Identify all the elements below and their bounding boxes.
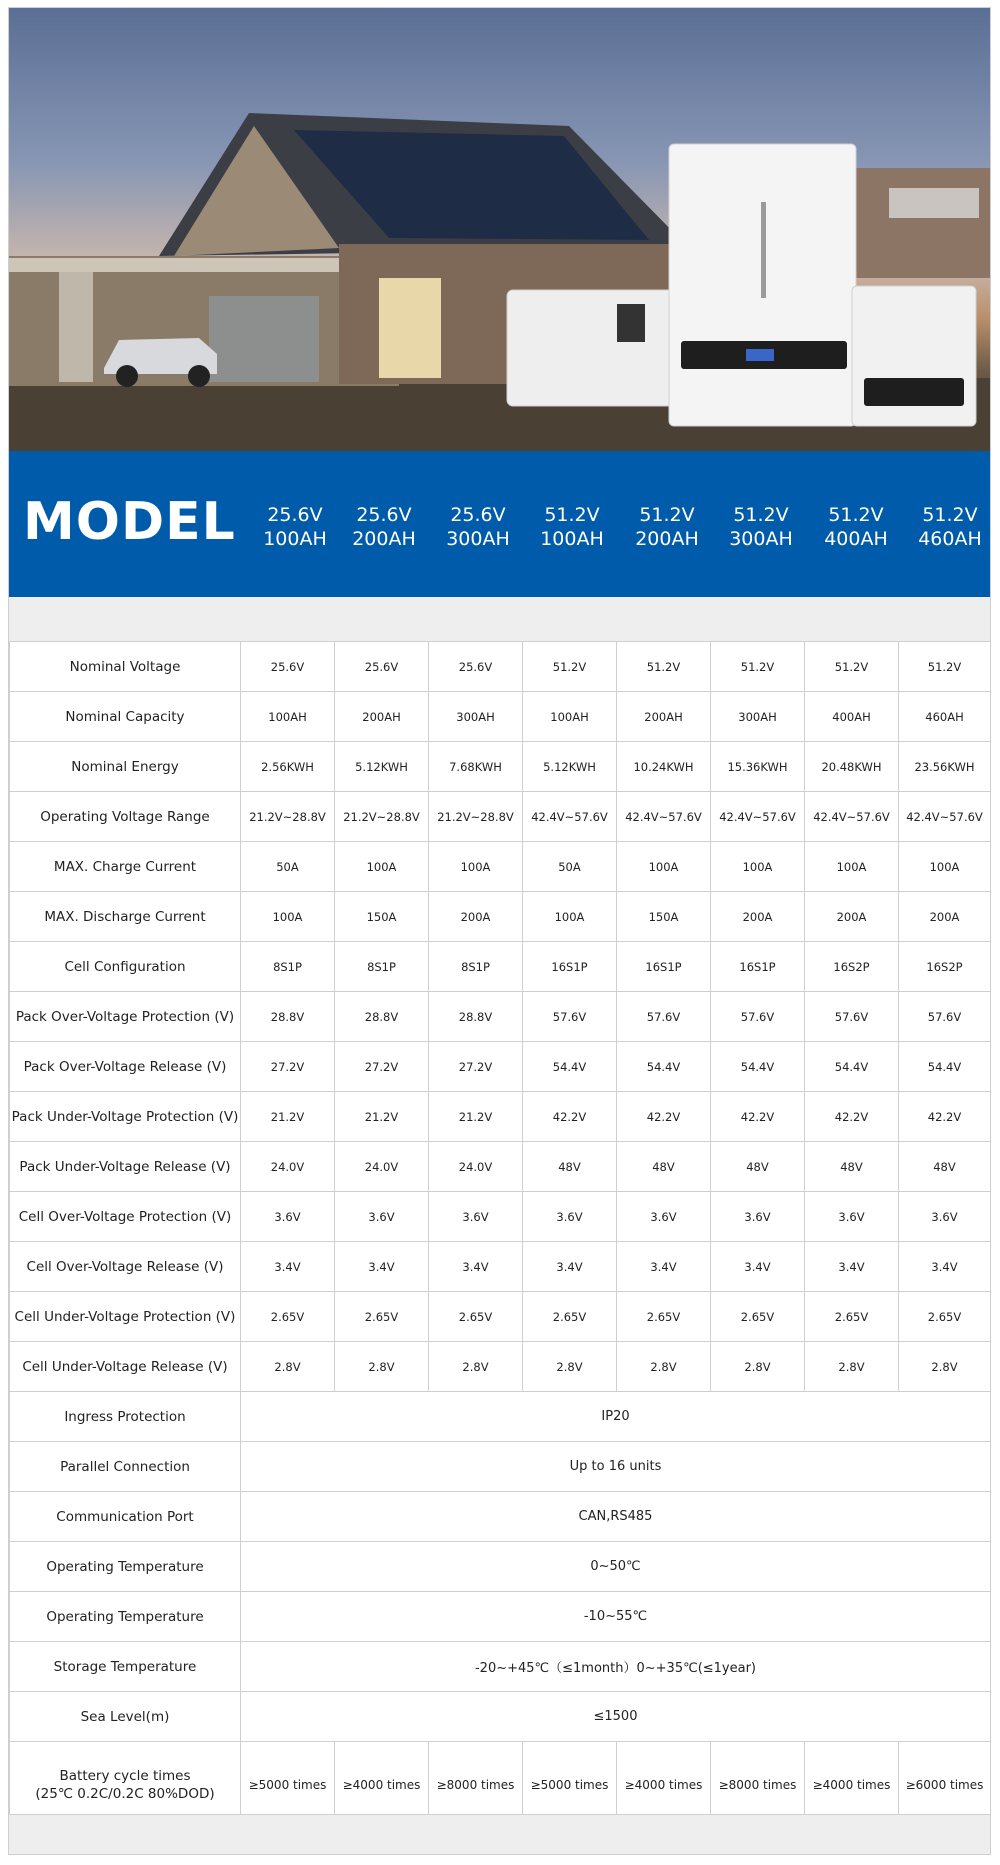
spec-label: Pack Over-Voltage Release (V) — [10, 1042, 241, 1092]
spec-value: 2.8V — [899, 1342, 991, 1392]
spec-value: 100A — [335, 842, 429, 892]
spec-row — [10, 742, 991, 792]
spec-value: 100A — [805, 842, 899, 892]
spec-value: 48V — [617, 1142, 711, 1192]
spec-value: 27.2V — [335, 1042, 429, 1092]
spec-value: 50A — [241, 842, 335, 892]
spec-value: 200A — [805, 892, 899, 942]
spec-value: 10.24KWH — [617, 742, 711, 792]
battery-panel-small — [864, 378, 964, 406]
model-column: 51.2V 460AH — [918, 504, 982, 550]
spec-value: 2.8V — [805, 1342, 899, 1392]
spec-value: 3.4V — [335, 1242, 429, 1292]
spec-value: 25.6V — [241, 642, 335, 692]
spec-value: 51.2V — [805, 642, 899, 692]
battery-handle — [761, 202, 766, 298]
spec-value: 460AH — [899, 692, 991, 742]
spec-value-merged: IP20 — [241, 1392, 991, 1442]
spec-value: 42.2V — [899, 1092, 991, 1142]
spec-value: 16S2P — [899, 942, 991, 992]
spec-row — [10, 942, 991, 992]
spec-value: 21.2V — [241, 1092, 335, 1142]
model-column: 51.2V 400AH — [824, 504, 888, 550]
spec-value: 51.2V — [899, 642, 991, 692]
spec-value: 57.6V — [805, 992, 899, 1042]
spec-value: 16S1P — [523, 942, 617, 992]
spec-value: 51.2V — [523, 642, 617, 692]
spec-value: 54.4V — [617, 1042, 711, 1092]
spec-value: 2.65V — [899, 1292, 991, 1342]
spec-value: 57.6V — [899, 992, 991, 1042]
spec-value: 48V — [805, 1142, 899, 1192]
spec-row — [10, 642, 991, 692]
spec-value: 150A — [335, 892, 429, 942]
spec-label: Cell Over-Voltage Release (V) — [10, 1242, 241, 1292]
spec-value-merged: 0~50℃ — [241, 1542, 991, 1592]
spec-value: 100A — [711, 842, 805, 892]
spec-value: 300AH — [429, 692, 523, 742]
model-column: 25.6V 100AH — [263, 504, 327, 550]
spec-row — [10, 692, 991, 742]
spec-value: 54.4V — [711, 1042, 805, 1092]
spec-row — [10, 1092, 991, 1142]
spec-value: 3.6V — [523, 1192, 617, 1242]
spec-value: 100A — [523, 892, 617, 942]
spec-value: 3.6V — [335, 1192, 429, 1242]
spec-row — [10, 1642, 991, 1692]
spec-value: 400AH — [805, 692, 899, 742]
spec-value: 57.6V — [711, 992, 805, 1042]
spec-row — [10, 1142, 991, 1192]
battery-screen — [746, 349, 774, 361]
spec-value: 48V — [899, 1142, 991, 1192]
spec-row — [10, 1542, 991, 1592]
product-spec-sheet — [8, 7, 991, 1855]
spec-value: 3.6V — [711, 1192, 805, 1242]
spec-value: 200A — [899, 892, 991, 942]
spec-value: 42.2V — [523, 1092, 617, 1142]
spec-value: 28.8V — [335, 992, 429, 1042]
spec-value: 57.6V — [523, 992, 617, 1042]
spec-value: 21.2V~28.8V — [335, 792, 429, 842]
spec-value: 50A — [523, 842, 617, 892]
spec-value: 2.8V — [429, 1342, 523, 1392]
model-column: 51.2V 100AH — [540, 504, 604, 550]
spec-value: 42.2V — [805, 1092, 899, 1142]
spec-value: 3.4V — [523, 1242, 617, 1292]
spec-value: 3.4V — [899, 1242, 991, 1292]
spec-value: ≥4000 times — [617, 1742, 711, 1829]
spec-value: 16S1P — [617, 942, 711, 992]
spec-value: 21.2V~28.8V — [429, 792, 523, 842]
spec-label: Nominal Capacity — [10, 692, 241, 742]
spec-value: 24.0V — [335, 1142, 429, 1192]
spec-value: 3.6V — [899, 1192, 991, 1242]
spec-value: 200AH — [617, 692, 711, 742]
spec-value: 42.2V — [617, 1092, 711, 1142]
spec-value: 5.12KWH — [523, 742, 617, 792]
spec-value: 2.56KWH — [241, 742, 335, 792]
spec-value: 54.4V — [899, 1042, 991, 1092]
spec-value: 3.6V — [241, 1192, 335, 1242]
neighbor-window — [889, 188, 979, 218]
spec-value: 150A — [617, 892, 711, 942]
spec-value: 42.4V~57.6V — [899, 792, 991, 842]
spec-row — [10, 892, 991, 942]
spec-label-line: Battery cycle times — [59, 1768, 191, 1784]
spec-value: 42.4V~57.6V — [523, 792, 617, 842]
spec-label-line: (25℃ 0.2C/0.2C 80%DOD) — [35, 1786, 215, 1802]
spec-value: 21.2V — [335, 1092, 429, 1142]
spec-value: 2.8V — [523, 1342, 617, 1392]
spec-table — [9, 641, 991, 1829]
model-column: 51.2V 300AH — [729, 504, 793, 550]
spec-row — [10, 992, 991, 1042]
spec-value: 21.2V — [429, 1092, 523, 1142]
spec-row — [10, 792, 991, 842]
spec-row — [10, 1192, 991, 1242]
spec-value: 3.6V — [617, 1192, 711, 1242]
spec-value: 100A — [899, 842, 991, 892]
spec-value-merged: CAN,RS485 — [241, 1492, 991, 1542]
spec-value-merged: -20~+45℃（≤1month）0~+35℃(≤1year) — [241, 1642, 991, 1692]
spec-label: Nominal Energy — [10, 742, 241, 792]
spec-value: 25.6V — [335, 642, 429, 692]
spec-label: MAX. Charge Current — [10, 842, 241, 892]
spec-row — [10, 1492, 991, 1542]
spec-row — [10, 1042, 991, 1092]
spec-value-merged: ≤1500 — [241, 1692, 991, 1742]
spec-row — [10, 1692, 991, 1742]
spec-label: MAX. Discharge Current — [10, 892, 241, 942]
spec-value: 2.8V — [335, 1342, 429, 1392]
spec-value: 21.2V~28.8V — [241, 792, 335, 842]
spec-label: Operating Temperature — [10, 1592, 241, 1642]
spec-value: 200A — [711, 892, 805, 942]
spec-label: Nominal Voltage — [10, 642, 241, 692]
spec-value: 100A — [617, 842, 711, 892]
spec-value: ≥8000 times — [711, 1742, 805, 1829]
spec-value: 20.48KWH — [805, 742, 899, 792]
spec-value: 8S1P — [241, 942, 335, 992]
spec-value: 42.4V~57.6V — [711, 792, 805, 842]
model-column: 51.2V 200AH — [635, 504, 699, 550]
spec-value: ≥4000 times — [335, 1742, 429, 1829]
spec-value: 2.65V — [711, 1292, 805, 1342]
model-column: 25.6V 300AH — [446, 504, 510, 550]
spec-value: ≥6000 times — [899, 1742, 991, 1829]
spec-value: ≥5000 times — [241, 1742, 335, 1829]
spec-label: Cell Over-Voltage Protection (V) — [10, 1192, 241, 1242]
spec-value: 2.65V — [617, 1292, 711, 1342]
spec-value: 2.8V — [241, 1342, 335, 1392]
spec-value: 8S1P — [335, 942, 429, 992]
spec-label: Pack Under-Voltage Protection (V) — [10, 1092, 241, 1142]
spec-value-merged: -10~55℃ — [241, 1592, 991, 1642]
spec-value: 3.4V — [429, 1242, 523, 1292]
spec-row — [10, 1442, 991, 1492]
spec-value: 3.6V — [429, 1192, 523, 1242]
spec-value: 3.4V — [805, 1242, 899, 1292]
garage-pillar — [59, 272, 93, 382]
spec-label: Operating Temperature — [10, 1542, 241, 1592]
battery-display — [617, 304, 645, 342]
spec-label: Parallel Connection — [10, 1442, 241, 1492]
spec-value: 100AH — [523, 692, 617, 742]
spec-value: 3.4V — [241, 1242, 335, 1292]
spec-label: Communication Port — [10, 1492, 241, 1542]
spec-value: 3.4V — [617, 1242, 711, 1292]
spec-row — [10, 1242, 991, 1292]
spec-value: 25.6V — [429, 642, 523, 692]
spec-value: 27.2V — [241, 1042, 335, 1092]
model-column: 25.6V 200AH — [352, 504, 416, 550]
spec-row — [10, 842, 991, 892]
spec-value: 2.65V — [429, 1292, 523, 1342]
spec-label: Operating Voltage Range — [10, 792, 241, 842]
spec-value: 8S1P — [429, 942, 523, 992]
spec-label: Pack Over-Voltage Protection (V) — [10, 992, 241, 1042]
spec-value: 2.8V — [711, 1342, 805, 1392]
spec-value: 15.36KWH — [711, 742, 805, 792]
spec-value: 27.2V — [429, 1042, 523, 1092]
spec-value: 2.65V — [335, 1292, 429, 1342]
spec-value: ≥8000 times — [429, 1742, 523, 1829]
spec-value: 5.12KWH — [335, 742, 429, 792]
spec-value: 2.65V — [523, 1292, 617, 1342]
spec-value: 24.0V — [241, 1142, 335, 1192]
spec-value: 2.8V — [617, 1342, 711, 1392]
spec-value: 23.56KWH — [899, 742, 991, 792]
spec-value: 54.4V — [523, 1042, 617, 1092]
spec-value: 16S2P — [805, 942, 899, 992]
spec-value: 100A — [429, 842, 523, 892]
spec-value: 200AH — [335, 692, 429, 742]
spec-label: Sea Level(m) — [10, 1692, 241, 1742]
spec-value: 2.65V — [241, 1292, 335, 1342]
spec-label: Pack Under-Voltage Release (V) — [10, 1142, 241, 1192]
spec-value: 48V — [523, 1142, 617, 1192]
model-title: MODEL — [23, 492, 236, 552]
spec-value: 28.8V — [241, 992, 335, 1042]
spec-label: Storage Temperature — [10, 1642, 241, 1692]
spec-value: 28.8V — [429, 992, 523, 1042]
spec-value: 54.4V — [805, 1042, 899, 1092]
garage-door — [209, 296, 319, 382]
house-battery-illustration — [9, 8, 990, 451]
spec-value: ≥4000 times — [805, 1742, 899, 1829]
spec-label: Cell Under-Voltage Protection (V) — [10, 1292, 241, 1342]
spec-value: 16S1P — [711, 942, 805, 992]
spec-value: 42.4V~57.6V — [805, 792, 899, 842]
spec-row — [10, 1292, 991, 1342]
hero-image — [9, 8, 990, 451]
spec-value-merged: Up to 16 units — [241, 1442, 991, 1492]
spec-value: 3.4V — [711, 1242, 805, 1292]
spec-value: 300AH — [711, 692, 805, 742]
spec-value: 200A — [429, 892, 523, 942]
model-header — [9, 451, 990, 597]
spec-value: 42.4V~57.6V — [617, 792, 711, 842]
spec-value: ≥5000 times — [523, 1742, 617, 1829]
spec-value: 100AH — [241, 692, 335, 742]
spec-label: Ingress Protection — [10, 1392, 241, 1442]
spec-row — [10, 1592, 991, 1642]
battery-unit-horizontal — [507, 290, 675, 406]
spec-label: Cell Under-Voltage Release (V) — [10, 1342, 241, 1392]
spec-value: 57.6V — [617, 992, 711, 1042]
spec-value: 51.2V — [617, 642, 711, 692]
spec-value: 2.65V — [805, 1292, 899, 1342]
spec-value: 7.68KWH — [429, 742, 523, 792]
window — [379, 278, 441, 378]
spec-value: 24.0V — [429, 1142, 523, 1192]
spec-value: 3.6V — [805, 1192, 899, 1242]
spec-row — [10, 1392, 991, 1442]
spec-value: 48V — [711, 1142, 805, 1192]
spec-row — [10, 1342, 991, 1392]
spec-value: 42.2V — [711, 1092, 805, 1142]
footer-band — [9, 1814, 990, 1855]
spacer-band — [9, 597, 990, 642]
spec-label: Cell Configuration — [10, 942, 241, 992]
spec-value: 51.2V — [711, 642, 805, 692]
spec-value: 100A — [241, 892, 335, 942]
